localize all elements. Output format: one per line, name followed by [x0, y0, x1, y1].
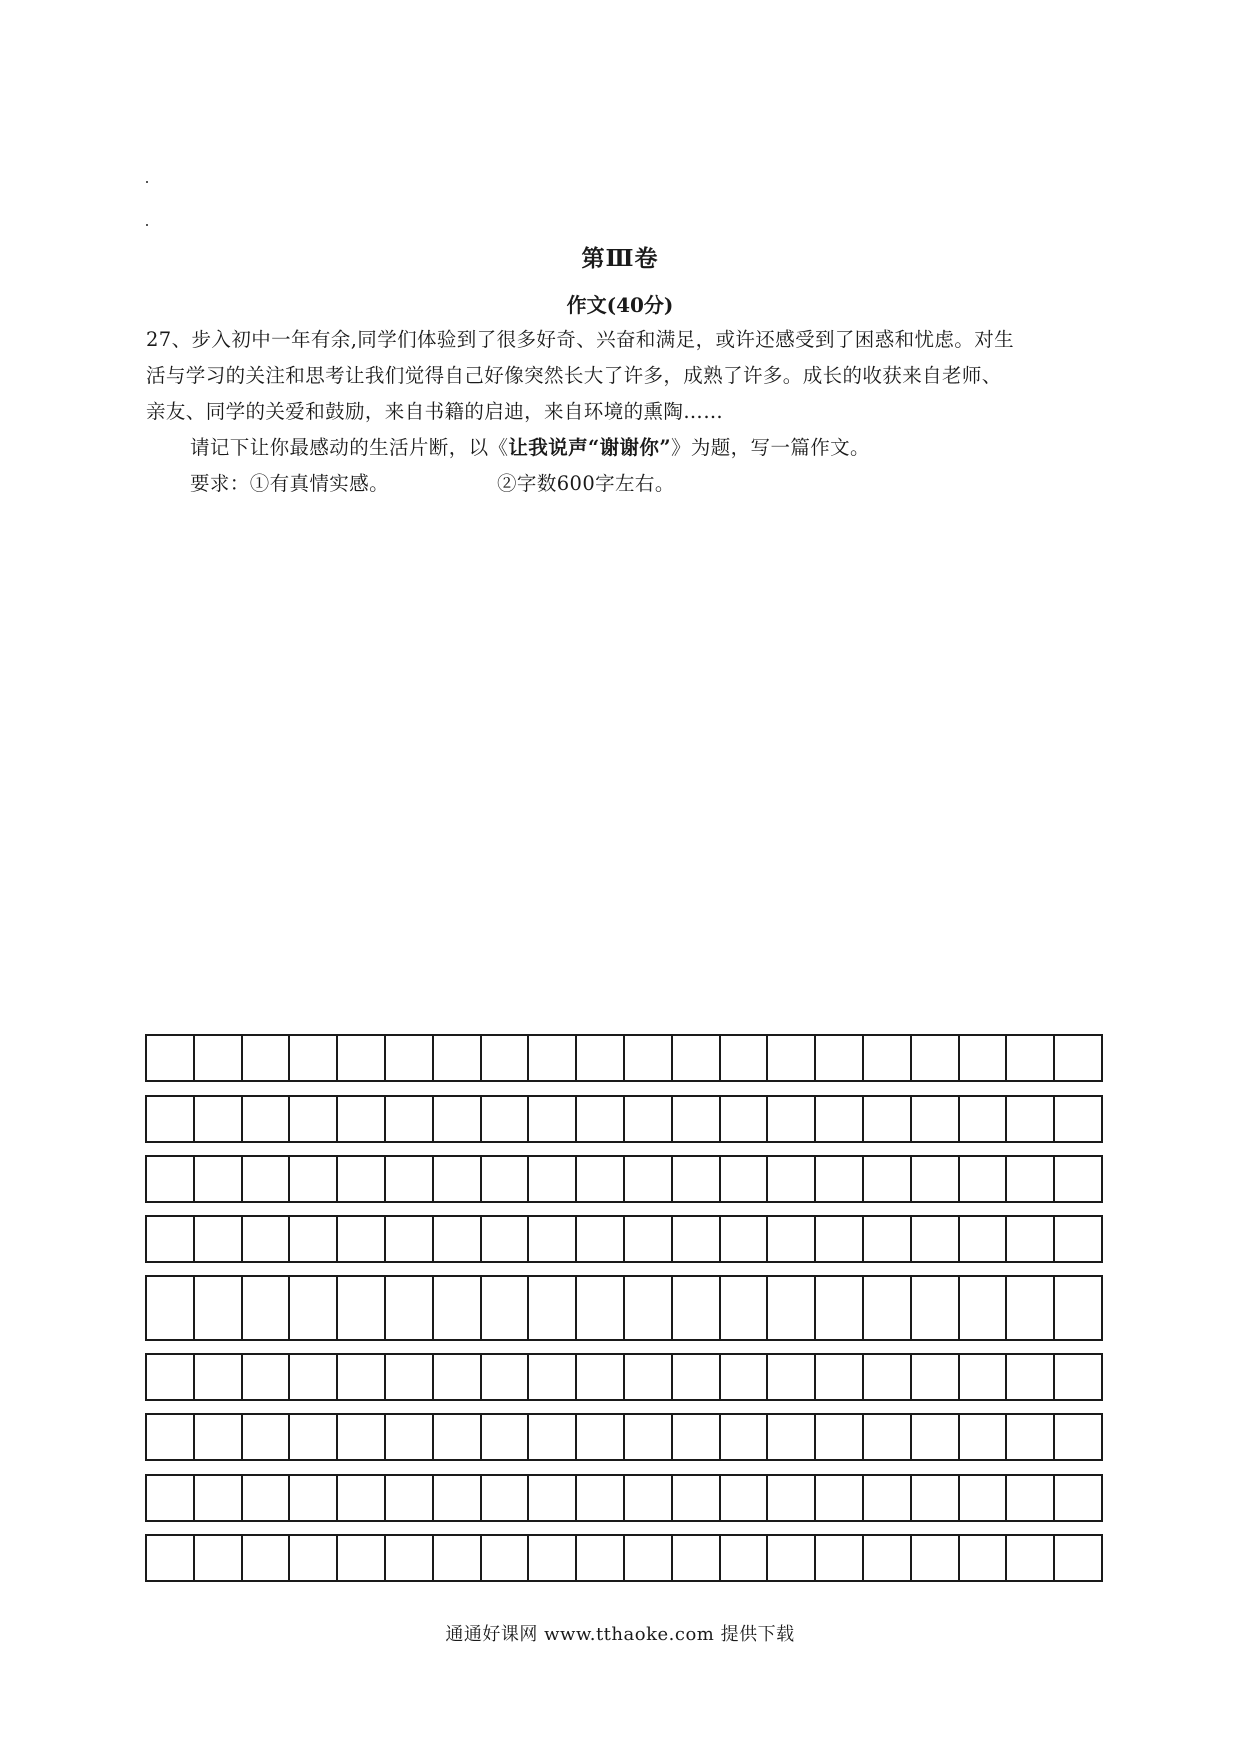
grid-cell	[338, 1277, 386, 1341]
grid-cell	[960, 1476, 1008, 1522]
grid-cell	[529, 1157, 577, 1203]
prompt-requirements	[146, 466, 1102, 502]
grid-cell	[243, 1277, 291, 1341]
grid-cell	[338, 1157, 386, 1203]
grid-cell	[290, 1097, 338, 1143]
grid-cell	[482, 1036, 530, 1082]
grid-cell	[434, 1415, 482, 1461]
grid-cell	[1055, 1157, 1103, 1203]
grid-cell	[960, 1277, 1008, 1341]
grid-row	[145, 1034, 1103, 1082]
grid-cell	[864, 1355, 912, 1401]
grid-cell	[290, 1355, 338, 1401]
grid-cell	[673, 1476, 721, 1522]
grid-cell	[290, 1157, 338, 1203]
prompt-line: 活与学习的关注和思考让我们觉得自己好像突然长大了许多，成熟了许多。成长的收获来自老师、	[146, 364, 1002, 387]
grid-cell	[1055, 1415, 1103, 1461]
grid-cell	[768, 1476, 816, 1522]
grid-cell	[243, 1157, 291, 1203]
grid-cell	[816, 1157, 864, 1203]
grid-cell	[625, 1217, 673, 1263]
grid-cell	[673, 1217, 721, 1263]
grid-cell	[1055, 1277, 1103, 1341]
requirement-2: ②字数600字左右。	[497, 472, 675, 495]
grid-cell	[386, 1476, 434, 1522]
grid-row	[145, 1275, 1103, 1341]
grid-cell	[529, 1277, 577, 1341]
grid-cell	[768, 1277, 816, 1341]
grid-cell	[1055, 1536, 1103, 1582]
grid-cell	[195, 1036, 243, 1082]
grid-cell	[721, 1217, 769, 1263]
grid-cell	[1007, 1217, 1055, 1263]
grid-cell	[338, 1536, 386, 1582]
grid-cell	[912, 1097, 960, 1143]
instruction-prefix: 请记下让你最感动的生活片断，以《	[190, 436, 509, 459]
grid-cell	[482, 1217, 530, 1263]
grid-cell	[768, 1036, 816, 1082]
grid-cell	[147, 1476, 195, 1522]
grid-cell	[864, 1476, 912, 1522]
grid-cell	[960, 1217, 1008, 1263]
grid-cell	[338, 1476, 386, 1522]
grid-cell	[625, 1536, 673, 1582]
grid-cell	[577, 1036, 625, 1082]
grid-cell	[529, 1036, 577, 1082]
grid-cell	[529, 1217, 577, 1263]
grid-cell	[147, 1277, 195, 1341]
grid-cell	[195, 1097, 243, 1143]
grid-cell	[864, 1277, 912, 1341]
grid-cell	[290, 1036, 338, 1082]
grid-cell	[386, 1277, 434, 1341]
grid-cell	[1007, 1415, 1055, 1461]
grid-cell	[1007, 1097, 1055, 1143]
grid-cell	[386, 1536, 434, 1582]
grid-cell	[1055, 1097, 1103, 1143]
grid-cell	[434, 1355, 482, 1401]
grid-cell	[577, 1097, 625, 1143]
grid-cell	[768, 1217, 816, 1263]
grid-cell	[338, 1217, 386, 1263]
requirement-1: 要求：①有真情实感。	[190, 472, 390, 495]
grid-cell	[673, 1097, 721, 1143]
grid-cell	[195, 1536, 243, 1582]
grid-cell	[1055, 1476, 1103, 1522]
grid-cell	[768, 1097, 816, 1143]
grid-cell	[912, 1157, 960, 1203]
grid-cell	[721, 1476, 769, 1522]
grid-cell	[434, 1217, 482, 1263]
grid-cell	[768, 1355, 816, 1401]
grid-cell	[1055, 1217, 1103, 1263]
grid-cell	[768, 1415, 816, 1461]
grid-cell	[625, 1476, 673, 1522]
grid-cell	[195, 1277, 243, 1341]
grid-cell	[960, 1415, 1008, 1461]
grid-cell	[864, 1036, 912, 1082]
grid-cell	[290, 1277, 338, 1341]
grid-cell	[434, 1036, 482, 1082]
grid-cell	[912, 1536, 960, 1582]
grid-cell	[577, 1415, 625, 1461]
grid-cell	[386, 1157, 434, 1203]
instruction-suffix: 》为题，写一篇作文。	[670, 436, 870, 459]
grid-cell	[912, 1217, 960, 1263]
grid-cell	[577, 1536, 625, 1582]
grid-cell	[864, 1217, 912, 1263]
grid-cell	[386, 1097, 434, 1143]
grid-cell	[673, 1536, 721, 1582]
grid-cell	[625, 1036, 673, 1082]
grid-cell	[434, 1536, 482, 1582]
grid-cell	[243, 1036, 291, 1082]
prompt-line: 亲友、同学的关爱和鼓励，来自书籍的启迪，来自环境的熏陶……	[146, 400, 724, 423]
grid-cell	[434, 1097, 482, 1143]
section-title: 第Ⅲ卷	[581, 245, 659, 272]
grid-cell	[338, 1097, 386, 1143]
scan-mark	[146, 224, 148, 226]
grid-cell	[1007, 1536, 1055, 1582]
prompt-instruction	[146, 430, 1102, 466]
grid-row	[145, 1534, 1103, 1582]
grid-cell	[768, 1157, 816, 1203]
grid-cell	[243, 1476, 291, 1522]
grid-cell	[864, 1157, 912, 1203]
grid-cell	[721, 1277, 769, 1341]
grid-cell	[721, 1036, 769, 1082]
grid-cell	[243, 1217, 291, 1263]
grid-cell	[625, 1097, 673, 1143]
grid-cell	[243, 1415, 291, 1461]
grid-cell	[434, 1476, 482, 1522]
grid-cell	[625, 1355, 673, 1401]
grid-cell	[816, 1476, 864, 1522]
grid-cell	[290, 1415, 338, 1461]
grid-cell	[912, 1476, 960, 1522]
grid-cell	[529, 1355, 577, 1401]
grid-cell	[673, 1415, 721, 1461]
grid-cell	[673, 1036, 721, 1082]
grid-cell	[577, 1355, 625, 1401]
grid-cell	[577, 1476, 625, 1522]
grid-cell	[625, 1415, 673, 1461]
grid-cell	[147, 1157, 195, 1203]
grid-cell	[290, 1476, 338, 1522]
grid-cell	[482, 1415, 530, 1461]
grid-row	[145, 1353, 1103, 1401]
grid-cell	[243, 1536, 291, 1582]
grid-cell	[816, 1097, 864, 1143]
footer-text: 通通好课网 www.tthaoke.com 提供下载	[445, 1624, 795, 1645]
grid-cell	[1007, 1036, 1055, 1082]
grid-cell	[482, 1476, 530, 1522]
grid-cell	[816, 1355, 864, 1401]
grid-cell	[147, 1217, 195, 1263]
grid-cell	[482, 1355, 530, 1401]
grid-row	[145, 1095, 1103, 1143]
grid-cell	[290, 1536, 338, 1582]
grid-cell	[243, 1097, 291, 1143]
grid-cell	[147, 1355, 195, 1401]
grid-cell	[960, 1036, 1008, 1082]
grid-cell	[338, 1355, 386, 1401]
prompt-line: 27、步入初中一年有余,同学们体验到了很多好奇、兴奋和满足，或许还感受到了困惑和忧虑。对生	[146, 328, 1015, 351]
grid-cell	[1007, 1157, 1055, 1203]
scan-mark	[146, 181, 148, 183]
essay-title: 让我说声“谢谢你”	[508, 436, 671, 459]
grid-cell	[147, 1036, 195, 1082]
grid-cell	[243, 1355, 291, 1401]
grid-cell	[577, 1277, 625, 1341]
grid-cell	[912, 1355, 960, 1401]
section-subtitle: 作文(40分)	[566, 293, 674, 317]
essay-prompt	[146, 322, 1102, 502]
grid-cell	[1007, 1355, 1055, 1401]
grid-cell	[673, 1157, 721, 1203]
grid-cell	[816, 1415, 864, 1461]
grid-cell	[482, 1277, 530, 1341]
grid-cell	[960, 1355, 1008, 1401]
grid-cell	[1055, 1036, 1103, 1082]
grid-cell	[386, 1355, 434, 1401]
grid-cell	[721, 1157, 769, 1203]
grid-cell	[721, 1536, 769, 1582]
grid-cell	[195, 1157, 243, 1203]
grid-cell	[195, 1476, 243, 1522]
grid-cell	[386, 1217, 434, 1263]
grid-cell	[482, 1157, 530, 1203]
grid-row	[145, 1413, 1103, 1461]
grid-cell	[625, 1277, 673, 1341]
grid-cell	[625, 1157, 673, 1203]
grid-row	[145, 1215, 1103, 1263]
grid-cell	[960, 1157, 1008, 1203]
grid-cell	[577, 1217, 625, 1263]
grid-cell	[721, 1097, 769, 1143]
grid-cell	[816, 1277, 864, 1341]
grid-row	[145, 1474, 1103, 1522]
grid-cell	[816, 1036, 864, 1082]
grid-cell	[1055, 1355, 1103, 1401]
grid-cell	[290, 1217, 338, 1263]
grid-cell	[912, 1277, 960, 1341]
grid-cell	[768, 1536, 816, 1582]
grid-cell	[816, 1536, 864, 1582]
grid-cell	[434, 1277, 482, 1341]
grid-cell	[673, 1277, 721, 1341]
grid-cell	[1007, 1476, 1055, 1522]
grid-cell	[577, 1157, 625, 1203]
grid-cell	[195, 1217, 243, 1263]
grid-cell	[912, 1415, 960, 1461]
grid-cell	[482, 1097, 530, 1143]
grid-cell	[529, 1097, 577, 1143]
grid-cell	[529, 1476, 577, 1522]
grid-cell	[386, 1036, 434, 1082]
grid-cell	[386, 1415, 434, 1461]
grid-cell	[529, 1415, 577, 1461]
grid-cell	[147, 1536, 195, 1582]
grid-cell	[195, 1415, 243, 1461]
grid-cell	[864, 1415, 912, 1461]
grid-cell	[864, 1097, 912, 1143]
grid-cell	[864, 1536, 912, 1582]
grid-cell	[721, 1415, 769, 1461]
grid-cell	[960, 1097, 1008, 1143]
grid-cell	[960, 1536, 1008, 1582]
grid-cell	[147, 1097, 195, 1143]
grid-cell	[529, 1536, 577, 1582]
grid-row	[145, 1155, 1103, 1203]
grid-cell	[338, 1415, 386, 1461]
grid-cell	[195, 1355, 243, 1401]
grid-cell	[912, 1036, 960, 1082]
grid-cell	[434, 1157, 482, 1203]
grid-cell	[338, 1036, 386, 1082]
grid-cell	[147, 1415, 195, 1461]
grid-cell	[1007, 1277, 1055, 1341]
grid-cell	[721, 1355, 769, 1401]
grid-cell	[482, 1536, 530, 1582]
grid-cell	[816, 1217, 864, 1263]
grid-cell	[673, 1355, 721, 1401]
